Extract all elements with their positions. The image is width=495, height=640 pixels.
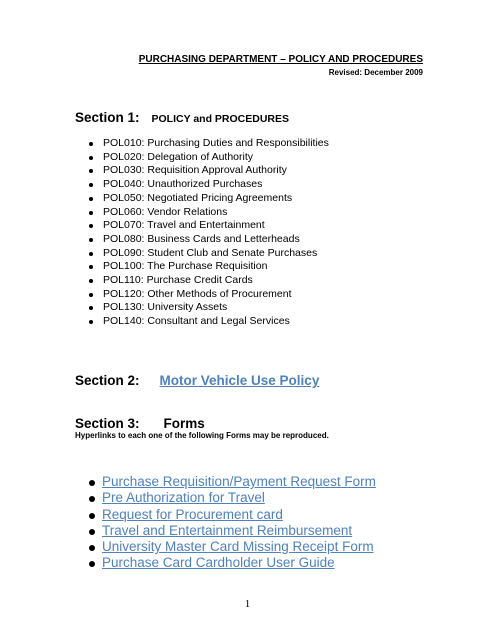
- section-1-heading: [75, 110, 289, 125]
- policy-item: [89, 260, 329, 274]
- page-number: 1: [244, 598, 251, 610]
- bullet-icon: [89, 480, 95, 486]
- form-link[interactable]: Purchase Requisition/Payment Request Form: [102, 474, 376, 489]
- form-link[interactable]: Pre Authorization for Travel: [102, 490, 265, 506]
- policy-item-label: POL090: Student Club and Senate Purchases: [103, 246, 318, 259]
- bullet-icon: [89, 252, 93, 256]
- policy-item-label: POL140: Consultant and Legal Services: [103, 315, 290, 328]
- form-item: [89, 507, 376, 523]
- bullet-icon: [89, 197, 93, 201]
- policy-item: [89, 192, 329, 206]
- section-2-number: Section 2:: [75, 373, 140, 388]
- policy-item-label: POL120: Other Methods of Procurement: [103, 287, 292, 300]
- forms-note: Hyperlinks to each one of the following Forms may be reproduced.: [75, 431, 329, 440]
- bullet-icon: [89, 561, 95, 567]
- policy-item: [89, 151, 329, 165]
- bullet-icon: [89, 293, 93, 297]
- section-3-title: Forms: [163, 416, 205, 431]
- policy-item-label: POL060: Vendor Relations: [103, 205, 228, 218]
- policy-item-label: POL010: Purchasing Duties and Responsibilities: [103, 137, 329, 149]
- policy-list: [89, 137, 329, 329]
- bullet-icon: [89, 211, 93, 215]
- section-3-heading: [75, 416, 205, 431]
- policy-item-label: POL050: Negotiated Pricing Agreements: [103, 191, 293, 204]
- policy-item-label: POL070: Travel and Entertainment: [103, 219, 265, 232]
- form-link[interactable]: Purchase Card Cardholder User Guide: [102, 555, 335, 571]
- policy-item: [89, 137, 329, 151]
- form-item: [89, 539, 376, 555]
- document-header-title: PURCHASING DEPARTMENT – POLICY AND PROCEDURES: [138, 54, 423, 65]
- bullet-icon: [89, 169, 93, 173]
- policy-item: [89, 164, 329, 178]
- bullet-icon: [89, 238, 93, 242]
- policy-item-label: POL080: Business Cards and Letterheads: [103, 232, 300, 245]
- bullet-icon: [89, 545, 95, 551]
- section-3-number: Section 3:: [75, 416, 140, 431]
- form-item: [89, 523, 376, 539]
- bullet-icon: [89, 513, 95, 519]
- section-1-title: POLICY and PROCEDURES: [151, 113, 290, 125]
- bullet-icon: [89, 529, 95, 535]
- policy-item: [89, 247, 329, 261]
- policy-item-label: POL030: Requisition Approval Authority: [103, 164, 287, 177]
- motor-vehicle-policy-link[interactable]: Motor Vehicle Use Policy: [159, 373, 320, 388]
- form-link[interactable]: Travel and Entertainment Reimbursement: [102, 522, 353, 538]
- policy-item: [89, 288, 329, 302]
- policy-item-label: POL110: Purchase Credit Cards: [103, 274, 253, 287]
- policy-item: [89, 206, 329, 220]
- policy-item: [89, 315, 329, 329]
- policy-item-label: POL020: Delegation of Authority: [103, 150, 254, 163]
- bullet-icon: [89, 224, 93, 228]
- bullet-icon: [89, 156, 93, 160]
- form-link[interactable]: Request for Procurement card: [102, 506, 283, 522]
- policy-item: [89, 178, 329, 192]
- bullet-icon: [89, 496, 95, 502]
- forms-list: [89, 474, 376, 572]
- form-item: [89, 555, 376, 571]
- form-link[interactable]: University Master Card Missing Receipt Form: [102, 539, 374, 555]
- bullet-icon: [89, 142, 93, 146]
- policy-item: [89, 233, 329, 247]
- policy-item: [89, 219, 329, 233]
- revision-date: Revised: December 2009: [328, 68, 423, 77]
- bullet-icon: [89, 279, 93, 283]
- policy-item-label: POL130: University Assets: [103, 301, 228, 314]
- bullet-icon: [89, 183, 93, 187]
- section-1-number: Section 1:: [75, 110, 140, 125]
- policy-item: [89, 274, 329, 288]
- form-item: [89, 474, 376, 490]
- section-2-heading: [75, 373, 319, 388]
- policy-item-label: POL100: The Purchase Requisition: [103, 260, 268, 273]
- form-item: [89, 490, 376, 506]
- policy-item: [89, 301, 329, 315]
- bullet-icon: [89, 265, 93, 269]
- bullet-icon: [89, 320, 93, 324]
- policy-item-label: POL040: Unauthorized Purchases: [103, 178, 263, 191]
- bullet-icon: [89, 306, 93, 310]
